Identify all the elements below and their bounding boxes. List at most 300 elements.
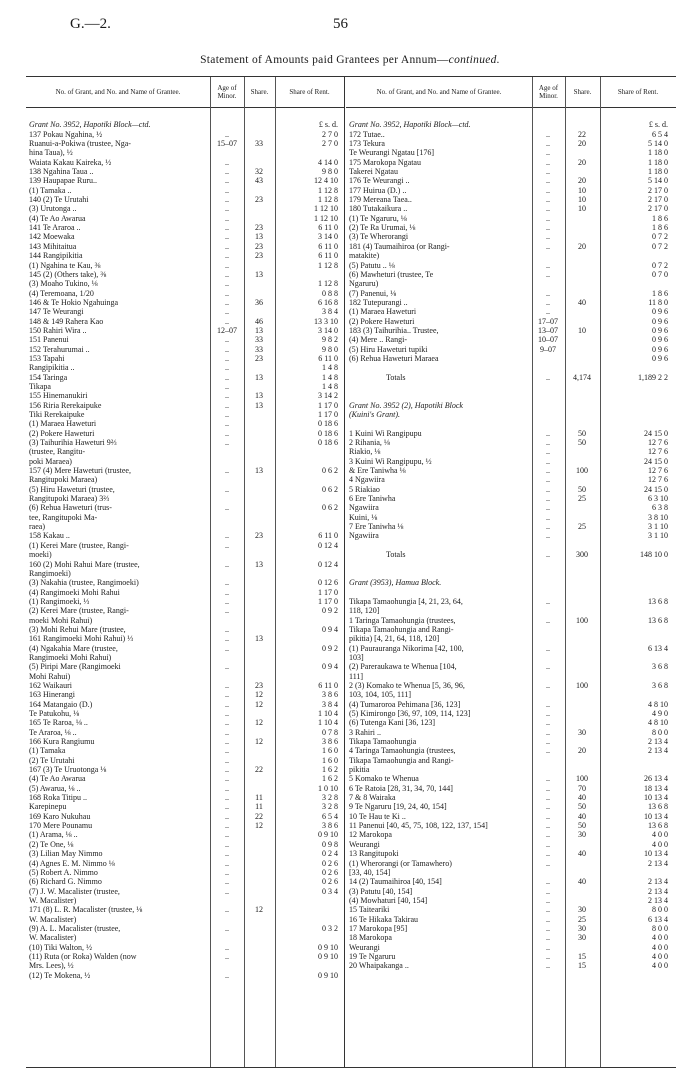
table-row bbox=[26, 597, 344, 606]
rent-value: 0 18 6 bbox=[318, 438, 338, 448]
rent-value: 0 6 2 bbox=[322, 503, 338, 513]
share-value: 30 bbox=[578, 923, 586, 933]
table-row bbox=[346, 784, 676, 793]
rent-value: 13 6 8 bbox=[648, 802, 668, 812]
age-of-minor: .. bbox=[225, 204, 229, 214]
rent-value: 3 8 10 bbox=[648, 512, 668, 522]
rent-value: 3 2 8 bbox=[322, 802, 338, 812]
share-value: 46 bbox=[255, 316, 263, 326]
age-of-minor: .. bbox=[225, 344, 229, 354]
table-row bbox=[346, 214, 676, 223]
table-row bbox=[26, 560, 344, 569]
table-row bbox=[346, 849, 676, 858]
rent-value: 0 9 6 bbox=[652, 316, 668, 326]
table-row bbox=[26, 232, 344, 241]
rent-value: 0 2 6 bbox=[322, 858, 338, 868]
grantee-name: (4) Te Ao Awarua bbox=[29, 774, 86, 784]
table-row bbox=[346, 438, 676, 447]
table-row bbox=[346, 475, 676, 484]
grantee-name: 5 Komako te Whenua bbox=[349, 774, 419, 784]
age-of-minor: .. bbox=[546, 139, 550, 149]
age-of-minor: .. bbox=[546, 942, 550, 952]
grantee-name: 183 (3) Taihurihia.. Trustee, bbox=[349, 325, 439, 335]
grantee-name: Rangipikitia .. bbox=[29, 363, 75, 373]
age-of-minor: .. bbox=[546, 157, 550, 167]
grantee-name: (1) Te Ngaruru, ⅛ bbox=[349, 213, 407, 223]
table-row bbox=[346, 204, 676, 213]
table-row bbox=[346, 401, 676, 410]
table-row bbox=[26, 877, 344, 886]
table-row bbox=[346, 840, 676, 849]
table-row bbox=[346, 802, 676, 811]
rent-value: 1 6 0 bbox=[322, 755, 338, 765]
share-value: 50 bbox=[578, 438, 586, 448]
age-of-minor: .. bbox=[225, 419, 229, 429]
table-row bbox=[26, 447, 344, 456]
table-row bbox=[346, 924, 676, 933]
age-of-minor: .. bbox=[225, 727, 229, 737]
age-of-minor: .. bbox=[225, 269, 229, 279]
age-of-minor: .. bbox=[225, 241, 229, 251]
age-of-minor: .. bbox=[225, 213, 229, 223]
age-of-minor: .. bbox=[225, 503, 229, 513]
share-value: 12 bbox=[255, 737, 263, 747]
grantee-name: Totals bbox=[386, 550, 406, 560]
table-row bbox=[346, 382, 676, 391]
age-of-minor: .. bbox=[546, 783, 550, 793]
grantee-name: 103] bbox=[349, 652, 364, 662]
grantee-name: Waiata Kakau Kaireka, ½ bbox=[29, 157, 112, 167]
table-row bbox=[346, 896, 676, 905]
table-row bbox=[26, 410, 344, 419]
age-of-minor: .. bbox=[546, 494, 550, 504]
share-value: 43 bbox=[255, 176, 263, 186]
rent-value: 2 13 4 bbox=[648, 737, 668, 747]
table-row bbox=[26, 307, 344, 316]
table-row bbox=[26, 373, 344, 382]
rent-value: 0 9 2 bbox=[322, 643, 338, 653]
rent-value: 6 11 0 bbox=[318, 251, 338, 261]
grantee-name: 19 Te Ngaruru bbox=[349, 951, 396, 961]
table-row bbox=[26, 868, 344, 877]
table-row bbox=[26, 466, 344, 475]
table-row bbox=[26, 634, 344, 643]
rent-value: 24 15 0 bbox=[644, 456, 668, 466]
grantee-name: W. Macalister) bbox=[29, 933, 77, 943]
age-of-minor: .. bbox=[225, 372, 229, 382]
age-of-minor: .. bbox=[546, 895, 550, 905]
age-of-minor: .. bbox=[225, 942, 229, 952]
grantee-name: 152 Terahurumai .. bbox=[29, 344, 90, 354]
table-row bbox=[346, 345, 676, 354]
grantee-name: Tikapa bbox=[29, 381, 51, 391]
rent-value: 0 9 6 bbox=[652, 325, 668, 335]
grantee-name: 6 Te Ratoia [28, 31, 34, 70, 144] bbox=[349, 783, 453, 793]
table-row bbox=[346, 812, 676, 821]
rent-value: 2 7 0 bbox=[322, 139, 338, 149]
grantee-name: W. Macalister) bbox=[29, 914, 77, 924]
grantee-name: (1) Arama, ⅛ .. bbox=[29, 830, 78, 840]
share-value: 22 bbox=[255, 811, 263, 821]
table-row bbox=[26, 662, 344, 671]
grantee-name: 141 Te Araroa .. bbox=[29, 223, 81, 233]
age-of-minor: 10–07 bbox=[538, 335, 558, 345]
table-row bbox=[346, 550, 676, 559]
grantee-name: 172 Tutae.. bbox=[349, 129, 385, 139]
rent-value: 0 12 4 bbox=[318, 559, 338, 569]
rent-value: 0 2 4 bbox=[322, 849, 338, 859]
share-value: 100 bbox=[576, 466, 588, 476]
grantee-name: Te Weurangi Ngatau [176] bbox=[349, 148, 435, 158]
grantee-name: Te Patukohu, ⅛ bbox=[29, 709, 80, 718]
column-divider bbox=[344, 77, 345, 1067]
grantee-name: 157 (4) Mere Haweturi (trustee, bbox=[29, 466, 131, 476]
table-row bbox=[26, 513, 344, 522]
age-of-minor: .. bbox=[225, 251, 229, 261]
age-of-minor: .. bbox=[546, 905, 550, 915]
age-of-minor: .. bbox=[546, 839, 550, 849]
grantee-name: 156 Riria Rerekaipuke bbox=[29, 400, 102, 410]
table-row bbox=[26, 345, 344, 354]
grantee-name: 179 Mereana Taea.. bbox=[349, 195, 412, 205]
grantee-name: 2 Rihania, ⅛ bbox=[349, 438, 390, 448]
rent-value: 2 7 0 bbox=[322, 129, 338, 139]
table-row bbox=[346, 419, 676, 428]
age-of-minor: .. bbox=[225, 167, 229, 177]
rent-value: 0 18 6 bbox=[318, 419, 338, 429]
table-row bbox=[26, 335, 344, 344]
table-row bbox=[346, 410, 676, 419]
rent-value: 3 8 6 bbox=[322, 737, 338, 747]
table-row bbox=[346, 868, 676, 877]
share-value: 40 bbox=[578, 877, 586, 887]
rent-value: 1 17 0 bbox=[318, 400, 338, 410]
rent-value: 18 13 4 bbox=[644, 783, 668, 793]
rent-value: 1 4 8 bbox=[322, 381, 338, 391]
rent-value: 3 8 4 bbox=[322, 699, 338, 709]
rent-value: 0 7 2 bbox=[652, 241, 668, 251]
age-of-minor: .. bbox=[225, 849, 229, 859]
age-of-minor: .. bbox=[225, 793, 229, 803]
share-value: 12 bbox=[255, 699, 263, 709]
share-value: 20 bbox=[578, 176, 586, 186]
age-of-minor: .. bbox=[546, 438, 550, 448]
share-value: 36 bbox=[255, 297, 263, 307]
header-rent: Share of Rent. bbox=[289, 87, 330, 96]
grantee-name: (3) Te Wherorangi bbox=[349, 232, 409, 242]
share-value: 10 bbox=[578, 195, 586, 205]
table-row bbox=[26, 672, 344, 681]
age-of-minor: .. bbox=[546, 204, 550, 214]
grantee-name: (3) Moaho Tukino, ⅛ bbox=[29, 279, 98, 289]
share-value: 20 bbox=[578, 746, 586, 756]
grantee-name: (4) Mere .. Rangi- bbox=[349, 335, 407, 345]
table-row bbox=[26, 251, 344, 260]
rent-value: 3 6 8 bbox=[652, 680, 668, 690]
table-row bbox=[346, 634, 676, 643]
table-row bbox=[346, 186, 676, 195]
table-row bbox=[346, 354, 676, 363]
rent-value: 1 6 2 bbox=[322, 765, 338, 775]
share-value: 13 bbox=[255, 466, 263, 476]
grantee-name: Totals bbox=[386, 372, 406, 382]
rent-value: 1 17 0 bbox=[318, 587, 338, 597]
share-value: 100 bbox=[576, 774, 588, 784]
age-of-minor: .. bbox=[546, 129, 550, 139]
table-row bbox=[26, 111, 344, 120]
rent-value: 24 15 0 bbox=[644, 484, 668, 494]
table-row bbox=[346, 728, 676, 737]
share-value: 20 bbox=[578, 157, 586, 167]
age-of-minor: .. bbox=[546, 699, 550, 709]
grantee-name: 177 Huirua (D.) .. bbox=[349, 185, 407, 195]
rent-value: 6 11 0 bbox=[318, 680, 338, 690]
grantee-name: 151 Panenui bbox=[29, 335, 69, 345]
grantee-name: (2) Kerei Mare (trustee, Rangi- bbox=[29, 606, 129, 616]
grantee-name: raea) bbox=[29, 522, 45, 532]
rent-value: 1 6 0 bbox=[322, 746, 338, 756]
grantee-name: (1) Tamaka bbox=[29, 746, 66, 756]
table-row bbox=[26, 971, 344, 980]
table-row bbox=[346, 176, 676, 185]
age-of-minor: .. bbox=[546, 951, 550, 961]
rent-value: 5 14 0 bbox=[648, 176, 668, 186]
age-of-minor: .. bbox=[225, 709, 229, 718]
rent-value: 6 16 8 bbox=[318, 297, 338, 307]
share-value: 23 bbox=[255, 353, 263, 363]
share-value: 23 bbox=[255, 195, 263, 205]
age-of-minor: .. bbox=[546, 550, 550, 560]
rent-value: 10 13 4 bbox=[644, 849, 668, 859]
grantee-name: Karepinepu bbox=[29, 802, 67, 812]
share-value: 13 bbox=[255, 559, 263, 569]
share-value: 10 bbox=[578, 325, 586, 335]
rent-value: 148 10 0 bbox=[640, 550, 668, 560]
rent-value: 1,189 2 2 bbox=[638, 372, 668, 382]
age-of-minor: .. bbox=[225, 606, 229, 616]
age-of-minor: .. bbox=[546, 746, 550, 756]
grantee-name: (2) Pokere Haweturi bbox=[29, 428, 95, 438]
table-row bbox=[26, 578, 344, 587]
table-row bbox=[26, 812, 344, 821]
grantee-name: & Ere Taniwha ⅛ bbox=[349, 466, 406, 476]
table-row bbox=[26, 148, 344, 157]
share-value: 22 bbox=[578, 129, 586, 139]
grantee-name: 161 Rangimoeki Mohi Rahui) ⅓ bbox=[29, 634, 134, 644]
grantee-name: 181 (4) Taumaihiroa (or Rangi- bbox=[349, 241, 450, 251]
table-row bbox=[346, 494, 676, 503]
table-row bbox=[346, 718, 676, 727]
age-of-minor: .. bbox=[225, 877, 229, 887]
rent-value: 0 2 6 bbox=[322, 877, 338, 887]
table-row bbox=[26, 550, 344, 559]
age-of-minor: .. bbox=[546, 802, 550, 812]
share-value: 15 bbox=[578, 961, 586, 971]
rent-value: 6 3 8 bbox=[652, 503, 668, 513]
rent-value: 0 9 6 bbox=[652, 335, 668, 345]
rent-value: 11 8 0 bbox=[648, 297, 668, 307]
grantee-name: 165 Te Raroa, ⅛ .. bbox=[29, 718, 88, 728]
rent-value: 4 8 10 bbox=[648, 718, 668, 728]
rent-value: 1 10 4 bbox=[318, 709, 338, 718]
grantee-name: (4) Ngakahia Mare (trustee, bbox=[29, 643, 118, 653]
table-row bbox=[26, 289, 344, 298]
share-value: 40 bbox=[578, 793, 586, 803]
age-of-minor: .. bbox=[546, 961, 550, 971]
rent-value: 0 9 6 bbox=[652, 353, 668, 363]
table-row bbox=[26, 830, 344, 839]
grantee-name: Grant (3953), Hamua Block. bbox=[349, 578, 442, 588]
rent-value: 1 0 10 bbox=[318, 783, 338, 793]
rent-value: 0 9 8 bbox=[322, 839, 338, 849]
rent-value: 6 3 10 bbox=[648, 494, 668, 504]
table-row bbox=[26, 793, 344, 802]
rent-value: 1 6 2 bbox=[322, 774, 338, 784]
table-row bbox=[26, 485, 344, 494]
age-of-minor: .. bbox=[546, 297, 550, 307]
table-row bbox=[26, 541, 344, 550]
rent-value: 12 7 6 bbox=[648, 438, 668, 448]
grantee-name: (6) Richard G. Nimmo bbox=[29, 877, 102, 887]
age-of-minor: .. bbox=[546, 793, 550, 803]
grantee-name: Grant No. 3952, Hapotiki Block—ctd. bbox=[29, 120, 151, 130]
age-of-minor: 13–07 bbox=[538, 325, 558, 335]
right-rows bbox=[346, 111, 676, 971]
table-row bbox=[26, 737, 344, 746]
table-row bbox=[26, 821, 344, 830]
grantee-name: (7) J. W. Macalister (trustee, bbox=[29, 886, 120, 896]
table-row bbox=[26, 475, 344, 484]
age-of-minor: .. bbox=[225, 531, 229, 541]
age-of-minor: .. bbox=[546, 269, 550, 279]
share-value: 33 bbox=[255, 335, 263, 345]
grantee-name: Tikapa Tamaohungia [4, 21, 23, 64, bbox=[349, 596, 463, 606]
rent-value: 4 0 0 bbox=[652, 933, 668, 943]
share-value: 30 bbox=[578, 933, 586, 943]
age-of-minor: .. bbox=[546, 503, 550, 513]
table-row bbox=[346, 681, 676, 690]
age-of-minor: .. bbox=[225, 438, 229, 448]
age-of-minor: .. bbox=[225, 185, 229, 195]
grantee-name: (5) Piripi Mare (Rangimoeki bbox=[29, 662, 121, 672]
header-age: Age of Minor. bbox=[217, 83, 237, 100]
header-rent: Share of Rent. bbox=[617, 87, 659, 96]
table-row bbox=[26, 401, 344, 410]
table-row bbox=[346, 391, 676, 400]
grantee-name: 153 Tapahi bbox=[29, 353, 65, 363]
grantee-name: (4) Mowhaturi [40, 154] bbox=[349, 895, 428, 905]
share-value: 23 bbox=[255, 680, 263, 690]
age-of-minor: .. bbox=[225, 923, 229, 933]
table-row bbox=[346, 765, 676, 774]
rent-value: 0 9 10 bbox=[318, 970, 338, 980]
grantee-name: (2) Pokere Haweturi bbox=[349, 316, 415, 326]
rent-value: 12 7 6 bbox=[648, 475, 668, 485]
grantee-name: (6) Rehua Haweturi Maraea bbox=[349, 353, 439, 363]
table-row bbox=[346, 457, 676, 466]
grantee-name: 154 Taringa bbox=[29, 372, 68, 382]
table-row bbox=[26, 588, 344, 597]
grantee-name: (4) Teremoana, 1/20 bbox=[29, 288, 94, 298]
table-row bbox=[26, 943, 344, 952]
share-value: 4,174 bbox=[573, 372, 591, 382]
grantee-name: tee, Rangitupoki Ma- bbox=[29, 512, 98, 522]
table-row bbox=[346, 232, 676, 241]
table-row bbox=[26, 522, 344, 531]
age-of-minor: .. bbox=[546, 680, 550, 690]
share-value: 50 bbox=[578, 428, 586, 438]
age-of-minor: .. bbox=[546, 727, 550, 737]
rent-value: 3 1 10 bbox=[648, 531, 668, 541]
share-value: 50 bbox=[578, 484, 586, 494]
grantee-name: 18 Marokopa bbox=[349, 933, 392, 943]
age-of-minor: .. bbox=[546, 596, 550, 606]
table-row bbox=[26, 924, 344, 933]
age-of-minor: .. bbox=[546, 475, 550, 485]
age-of-minor: .. bbox=[225, 335, 229, 345]
grantee-name: 162 Waikauri bbox=[29, 680, 72, 690]
grantee-name: 163 Hinerangi bbox=[29, 690, 75, 700]
age-of-minor: .. bbox=[225, 811, 229, 821]
rent-value: 2 13 4 bbox=[648, 746, 668, 756]
share-value: 20 bbox=[578, 241, 586, 251]
age-of-minor: .. bbox=[546, 232, 550, 242]
age-of-minor: .. bbox=[546, 223, 550, 233]
grantee-name: 111] bbox=[349, 671, 364, 681]
table-row bbox=[26, 765, 344, 774]
age-of-minor: .. bbox=[225, 802, 229, 812]
rent-value: 1 12 8 bbox=[318, 279, 338, 289]
grantee-name: 164 Matangaio (D.) bbox=[29, 699, 93, 709]
left-column bbox=[26, 77, 344, 1067]
table-row bbox=[346, 877, 676, 886]
grantee-name: 146 & Te Hokio Ngahuinga bbox=[29, 297, 119, 307]
table-row bbox=[26, 700, 344, 709]
left-rows bbox=[26, 111, 344, 980]
rent-value: 1 17 0 bbox=[318, 410, 338, 419]
grantee-name: (2) Te One, ⅛ bbox=[29, 839, 74, 849]
rent-value: 1 18 0 bbox=[648, 167, 668, 177]
table-row bbox=[346, 363, 676, 372]
share-value: 100 bbox=[576, 680, 588, 690]
share-value: 13 bbox=[255, 232, 263, 242]
grantee-name: 118, 120] bbox=[349, 606, 380, 616]
table-row bbox=[346, 560, 676, 569]
grantee-name: Rangimoeki Mohi Rahui) bbox=[29, 652, 112, 662]
table-row bbox=[26, 457, 344, 466]
age-of-minor: .. bbox=[225, 643, 229, 653]
table-row bbox=[26, 531, 344, 540]
header-share: Share. bbox=[573, 87, 592, 96]
table-row bbox=[26, 186, 344, 195]
table-row bbox=[346, 672, 676, 681]
age-of-minor: .. bbox=[546, 195, 550, 205]
table-row bbox=[26, 429, 344, 438]
age-of-minor: .. bbox=[225, 363, 229, 373]
age-of-minor: .. bbox=[225, 662, 229, 672]
age-of-minor: .. bbox=[546, 821, 550, 831]
grantee-name: moeki Mohi Rahui) bbox=[29, 615, 93, 625]
share-value: 12 bbox=[255, 690, 263, 700]
table-row bbox=[26, 270, 344, 279]
age-of-minor: .. bbox=[225, 821, 229, 831]
rent-value: 12 4 10 bbox=[314, 176, 338, 186]
grantee-name: (4) Te Ao Awarua bbox=[29, 213, 86, 223]
table-row bbox=[346, 588, 676, 597]
table-row bbox=[346, 466, 676, 475]
table-row bbox=[26, 317, 344, 326]
table-row bbox=[26, 606, 344, 615]
